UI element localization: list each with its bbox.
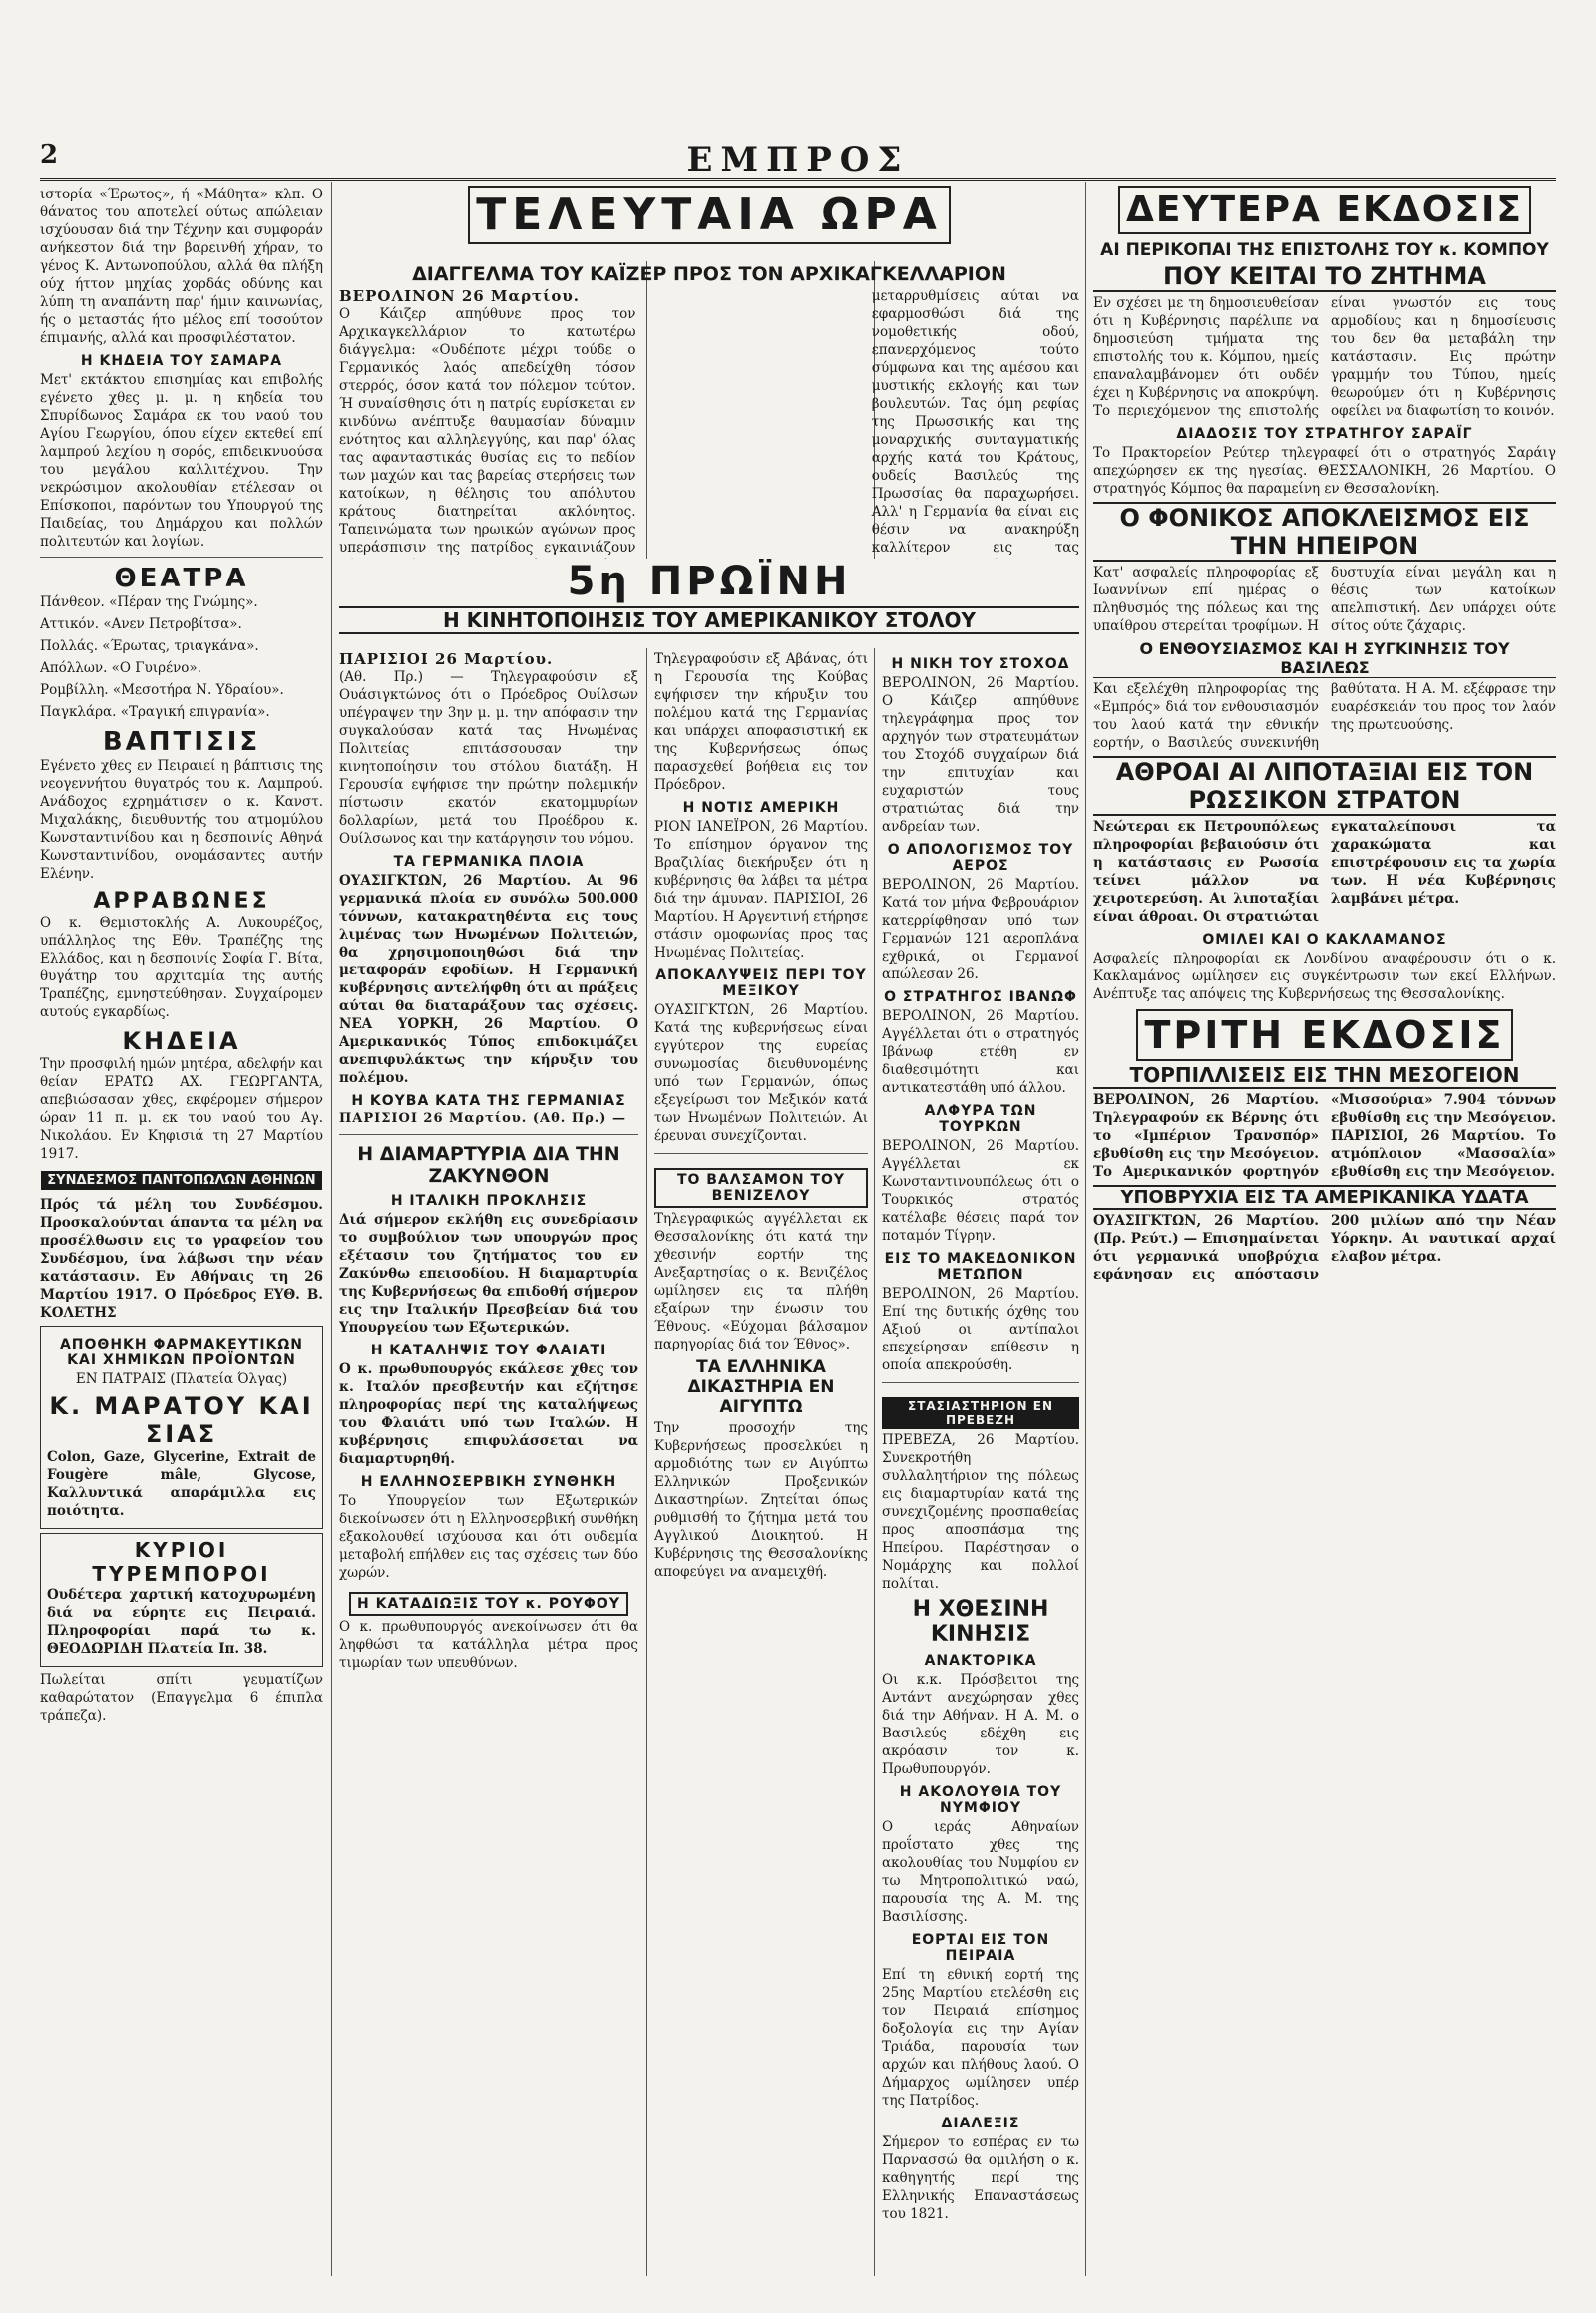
yesterday-text-2: Ο ιεράς Αθηναίων προΐστατο χθες της ακολουθίας του Νυμφίου εν τω Μητροπολιτικώ ναώ, παρουσία της Α. Μ. της Βασιλίσσης. bbox=[882, 1819, 1079, 1925]
mobilization-text: (Αθ. Πρ.) — Τηλεγραφούσιν εξ Ουάσιγκτώνος ότι ο Πρόεδρος Ουίλσων υπέγραψεν την 3ην μ. μ. την απόφασιν την συγκαλούσαν κατά τας Ηνωμένας Πολιτείας επιτάσσουσαν την κινητοποίησιν του στόλου διατάξη. Η Γερουσία εψήφισε την πρώτην πολεμικήν πίστωσιν εκατόν εκατομμυρίων δολλαρίων, μετά του Προέδρου κ. Ουίλσωνος και την κατάργησιν του νόμου. bbox=[339, 669, 638, 847]
theatre-list bbox=[40, 593, 323, 721]
paper-name: ΕΜΠΡΟΣ bbox=[686, 140, 910, 180]
decree-text: Ο Κάιζερ απηύθυνε προς τον Αρχικαγκελλάριον το κατωτέρω διάγγελμα: «Ουδέποτε μέχρι τούδε ο Γερμανικός λαός απεδείχθη τόσον στερρός, όσον κατά τον πόλεμον τούτον. Ή συναίσθησις ότι η πατρίς ευρίσκεται εν κινδύνω ανέπτυξε θαυμασίαν δύναμιν ενότητος και αλληλεγγύης, και παρ' όλας τας αφανταστικάς θυσίας εις το πεδίον των μαχών και τας βαρείας στερήσεις των κατοίκων, η θέλησις του απόλυτου κράτους διατηρείται ακλόνητος. Ταπεινώματα των ηρωικών αγώνων προς υπεράσπισιν της πατρίδος εγκαινιάζουν bbox=[339, 306, 636, 556]
right-column bbox=[1093, 186, 1556, 2280]
ships-heading: ΤΑ ΓΕΡΜΑΝΙΚΑ ΠΛΟΙΑ bbox=[393, 854, 585, 870]
theatre-item: Απόλλων. «Ο Γυιρένο». bbox=[40, 660, 201, 676]
cuba-text: Τηλεγραφούσιν εξ Αβάνας, ότι η Γερουσία της Κούβας εψήφισεν την κήρυξιν του πολέμου κατά της Γερμανίας και υπάρχει αποφασιστική εκ της Κυβερνήσεως όπως παρασχεθεί βοήθεια εις τον Πρόεδρον. bbox=[654, 651, 868, 793]
morning-banner bbox=[339, 559, 1079, 648]
funeral-heading: Η ΚΗΔΕΙΑ ΤΟΥ ΣΑΜΑΡΑ bbox=[80, 353, 283, 369]
cuba-heading: Η ΚΟΥΒΑ ΚΑΤΑ ΤΗΣ ΓΕΡΜΑΝΙΑΣ bbox=[351, 1093, 626, 1109]
baptism-heading: ΒΑΠΤΙΣΙΣ bbox=[102, 727, 261, 757]
baptism-text: Εγένετο χθες εν Πειραιεί η βάπτισις της νεογεννήτου θυγατρός του κ. Λαμπρού. Ανάδοχος εχρημάτισεν ο κ. Κανστ. Μιχαλάκης, διευθυντής του ατμομύλου Κωνσταντινίδου και η δεσποινίς Αθηνά Κωνσταντινίδου, ονομάσαντες αυτήν Ελένην. bbox=[40, 758, 323, 882]
air-text: ΒΕΡΟΛΙΝΟΝ, 26 Μαρτίου. Κατά τον μήνα Φεβρουάριον κατερρίφθησαν υπό των Γερμανών 121 αεροπλάνα εχθρικά, οι Γερμανοί απώλεσαν 26. bbox=[882, 877, 1079, 982]
zakynthos-text: Διά σήμερον εκλήθη εις συνεδρίασιν το συμβούλιον των υπουργών προς εξέτασιν του ζητήματος του εν Ζακύνθω επεισοδίου. Η διαμαρτυρία της Κυβερνήσεως θα επιδοθή σήμερον εις την Ιταλικήν Πρεσβείαν διά του Υπουργείου των Εξωτερικών. bbox=[339, 1212, 638, 1336]
yesterday-sub-3: ΕΟΡΤΑΙ ΕΙΣ ΤΟΝ ΠΕΙΡΑΙΑ bbox=[911, 1932, 1050, 1964]
obituary-text: ιστορία «Έρωτος», ή «Μάθητα» κλπ. Ο θάνατος του αποτελεί ούτως απώλειαν ισχύουσαν διά την Τέχνην και συμφοράν ανήκεστον διά την βαρεινθή χήραν, το γένος Κ. Αντωνοπούλου, αλλά θα πλήξη ούχ ήττον μηχίας χορδάς οδύνης και λύπη τη αναπάντη παρ' ήμιν καινωνίας, ής ο μεταστάς ήτο μέλος επί τοσούτον έπιμανής, αλλά και προσφιλέστατον. bbox=[40, 187, 323, 346]
letter-text: Εν σχέσει με τη δημοσιευθείσαν ότι η Κυβέρνησις παρέλιπε να δημοσιεύση τμήματα της επιστολής του κ. Κόμπου, ημείς επαναλαμβάνομεν ότι ουδέν έχει η Κυβέρνησις να αποκρύψη. Το περιεχόμενον της επιστολής είναι γνωστόν εις τους αρμοδίους και η δημοσίευσις του δεν θα μεταβάλη την κατάστασιν. Εις πρώτην γραμμήν του Τύπου, ημείς θεωρούμεν ότι η Κυβέρνησις οφείλει να διαφωτίση το κοινόν. bbox=[1093, 295, 1556, 419]
rufos-text: Ο κ. πρωθυπουργός ανεκοίνωσεν ότι θα ληφθώσι τα κατάλληλα μέτρα προς τιμωρίαν των υπευθύνων. bbox=[339, 1619, 638, 1671]
divider bbox=[882, 1382, 1079, 1383]
column-rule bbox=[331, 182, 332, 2276]
letter-subheading: ΠΟΥ ΚΕΙΤΑΙ ΤΟ ΖΗΤΗΜΑ bbox=[1093, 262, 1556, 292]
notice-text: Πωλείται σπίτι γευματίζων καθαρώτατον (Επαγγελμα 6 έπιπλα τράπεζα). bbox=[40, 1672, 323, 1724]
funeral-text: Μετ' εκτάκτου επισημίας και επιβολής εγένετο χθες μ. μ. η κηδεία του Σπυρίδωνος Σαμάρα εκ του ναού του Αγίου Γεωργίου, όπου είχεν εκτεθεί επί λαμπρού λεχίου η σορός, επιδεικνυούσα του μεγάλου καλλιτέχνου. Την νεκρώσιμον ακολουθίαν ετέλεσαν οι Επίσκοποι, παρόντων του Υπουργού της Παιδείας, του Δημάρχου και πολλών πολιτευτών και λογίων. bbox=[40, 372, 323, 550]
pharmacy-name: Κ. ΜΑΡΑΤΟΥ ΚΑΙ ΣΙΑΣ bbox=[49, 1392, 314, 1448]
yesterday-text-3: Επί τη εθνική εορτή της 25ης Μαρτίου ετελέσθη εις τον Πειραιά επίσημος δοξολογία εις την Αγίαν Τριάδα, παρουσία των αρχών και πλήθους λαού. Ο Δήμαρχος ωμίλησεν υπέρ της Πατρίδος. bbox=[882, 1967, 1079, 2109]
deaths-heading: ΚΗΔΕΙΑ bbox=[122, 1027, 241, 1055]
venizelos-heading: ΤΟ ΒΑΛΣΑΜΟΝ ΤΟΥ ΒΕΝΙΖΕΛΟΥ bbox=[654, 1168, 868, 1208]
desertion-text: Νεώτεραι εκ Πετρουπόλεως πληροφορίαι βεβαιούσιν ότι η κατάστασις εν Ρωσσία τείνει μάλλον να χειροτερεύση. Αι λιποταξίαι είναι άθροαι. Οι στρατιώται εγκαταλείπουσι τα χαρακώματα και επιστρέφουσιν εις τα χωρία των. Η νέα Κυβέρνησις λαμβάνει μέτρα. bbox=[1093, 819, 1556, 925]
cheese-text: Ουδέτερα χαρτική κατοχυρωμένη διά να εύρητε εις Πειραιά. Πληροφορίαι παρά τω κ. ΘΕΟΔΩΡΙΔΗ Πλατεία Ιπ. 38. bbox=[47, 1587, 316, 1657]
decree-dateline: ΒΕΡΟΛΙΝΟΝ 26 Μαρτίου. bbox=[339, 287, 581, 305]
serbian-treaty-text: Το Υπουργείον των Εξωτερικών διεκοίνωσεν ότι η Ελληνοσερβική συνθήκη εξακολουθεί ισχύουσα και ότι ουδεμία μεταβολή επήλθεν εις τας σχέσεις των δύο χωρών. bbox=[339, 1493, 638, 1581]
torpedo-heading: ΤΟΡΠΙΛΛΙΣΕΙΣ ΕΙΣ ΤΗΝ ΜΕΣΟΓΕΙΟΝ bbox=[1093, 1063, 1556, 1089]
yesterday-sub-4: ΔΙΑΛΕΞΙΣ bbox=[941, 2116, 1020, 2131]
decree-heading: ΔΙΑΓΓΕΛΜΑ ΤΟΥ ΚΑΪΖΕΡ ΠΡΟΣ ΤΟΝ ΑΡΧΙΚΑΓΚΕΛΛΑΡΙΟΝ bbox=[412, 263, 1006, 285]
theatre-item: Πολλάς. «Έρωτας, τριαγκάνα». bbox=[40, 638, 259, 654]
blockade-text: Κατ' ασφαλείς πληροφορίας εξ Ιωαννίνων επί ημέρας ο πληθυσμός της πόλεως και της υπαίθρου στερείται τροφίμων. Η δυστυχία είναι μεγάλη και η θέσις των κατοίκων απελπιστική. Δεν υπάρχει ούτε σίτος ούτε ζάχαρις. bbox=[1093, 565, 1556, 634]
engagement-heading: ΑΡΡΑΒΩΝΕΣ bbox=[93, 889, 270, 914]
kaklamanos-text: Ασφαλείς πληροφορίαι εκ Λονδίνου αναφέρουσιν ότι ο κ. Κακλαμάνος ωμίλησεν εις συγκέντρωσιν των εκεί Ελλήνων. Ανέπτυξε τας απόψεις της Κυβερνήσεως της Θεσσαλονίκης. bbox=[1093, 951, 1556, 1002]
zakynthos-subheading: Η ΙΤΑΛΙΚΗ ΠΡΟΚΛΗΣΙΣ bbox=[390, 1193, 588, 1209]
turks-text: ΒΕΡΟΛΙΝΟΝ, 26 Μαρτίου. Αγγέλλεται εκ Κωνσταντινουπόλεως ότι ο Τουρκικός στρατός κατέλαβε θέσεις παρά τον ποταμόν Τίγρην. bbox=[882, 1138, 1079, 1244]
letter-heading: ΑΙ ΠΕΡΙΚΟΠΑΙ ΤΗΣ ΕΠΙΣΤΟΛΗΣ ΤΟΥ κ. ΚΟΜΠΟΥ bbox=[1100, 240, 1549, 260]
pharmacy-text: Colon, Gaze, Glycerine, Extrait de Fougère mâle, Glycose, Καλλυντικά απαράμιλλα εις ποιότητα. bbox=[47, 1449, 316, 1519]
yesterday-heading: Η ΧΘΕΣΙΝΗ ΚΙΝΗΣΙΣ bbox=[912, 1597, 1049, 1647]
preveza-heading: ΣΤΑΣΙΑΣΤΗΡΙΟΝ ΕΝ ΠΡΕΒΕΖΗ bbox=[882, 1397, 1079, 1429]
cuba-dateline: ΠΑΡΙΣΙΟΙ 26 Μαρτίου. (Αθ. Πρ.) — bbox=[339, 1111, 626, 1126]
submarine-text: ΟΥΑΣΙΓΚΤΩΝ, 26 Μαρτίου. (Πρ. Ρεύτ.) — Επισημαίνεται ότι γερμανικά υποβρύχια εφάνησαν εις απόστασιν 200 μιλίων από την Νέαν Υόρκην. Αι ναυτικαί αρχαί ελαβον μέτρα. bbox=[1093, 1213, 1556, 1283]
yesterday-sub-2: Η ΑΚΟΛΟΥΘΙΑ ΤΟΥ ΝΥΜΦΙΟΥ bbox=[899, 1784, 1062, 1816]
zakynthos-heading: Η ΔΙΑΜΑΡΤΥΡΙΑ ΔΙΑ ΤΗΝ ΖΑΚΥΝΘΟΝ bbox=[357, 1143, 620, 1187]
flaiati-heading: Η ΚΑΤΑΛΗΨΙΣ ΤΟΥ ΦΛΑΙΑΤΙ bbox=[370, 1343, 607, 1358]
blockade-heading: Ο ΦΟΝΙΚΟΣ ΑΠΟΚΛΕΙΣΜΟΣ ΕΙΣ ΤΗΝ ΗΠΕΙΡΟΝ bbox=[1093, 502, 1556, 562]
yesterday-text-4: Σήμερον το εσπέρας εν τω Παρνασσώ θα ομιλήση ο κ. καθηγητής περί της Ελληνικής Επαναστάσεως του 1821. bbox=[882, 2134, 1079, 2222]
ivanov-heading: Ο ΣΤΡΑΤΗΓΟΣ ΙΒΑΝΩΦ bbox=[884, 989, 1077, 1005]
cheese-heading: ΚΥΡΙΟΙ ΤΥΡΕΜΠΟΡΟΙ bbox=[92, 1538, 271, 1586]
turks-heading: ΑΛΦΥΡΑ ΤΩΝ ΤΟΥΡΚΩΝ bbox=[924, 1103, 1037, 1135]
yesterday-text-1: Οι κ.κ. Πρόσβειτοι της Αντάντ ανεχώρησαν χθες διά την Αθήναν. Η Α. Μ. ο Βασιλεύς εδέχθη εις ακρόασιν τον κ. Πρωθυπουργόν. bbox=[882, 1672, 1079, 1777]
army-text: Το Πρακτορείον Ρεύτερ τηλεγραφεί ότι ο στρατηγός Σαράιγ απεχώρησεν εκ της ηγεσίας. ΘΕΣΣΑΛΟΝΙΚΗ, 26 Μαρτίου. Ο στρατηγός Κόμπος θα παραμείνη εν Θεσσαλονίκη. bbox=[1093, 445, 1556, 497]
air-heading: Ο ΑΠΟΛΟΓΙΣΜΟΣ ΤΟΥ ΑΕΡΟΣ bbox=[887, 842, 1074, 874]
flaiati-text: Ο κ. πρωθυπουργός εκάλεσε χθες τον κ. Ιταλόν πρεσβευτήν και εζήτησε πληροφορίας περί της καταλήψεως του Φλαιάτι υπό των Ιταλών. Η κυβέρνησις επιφυλάσσεται να διαμαρτυρηθή. bbox=[339, 1361, 638, 1467]
ships-text: ΟΥΑΣΙΓΚΤΩΝ, 26 Μαρτίου. Αι 96 γερμανικά πλοία εν συνόλω 500.000 τόννων, κατακρατηθέντα εις τους λιμένας των Ηνωμένων Πολιτειών, θα χρησιμοποιηθώσι διά την μεταφοράν εφοδίων. Η Γερμανική κυβέρνησις αντελήφθη ότι αι πράξεις αύται θα διαταράξουν τας σχέσεις. ΝΕΑ ΥΟΡΚΗ, 26 Μαρτίου. Ο Αμερικανικός Τύπος επιδοκιμάζει ανεπιφυλάκτως την κήρυξιν του πολέμου. bbox=[339, 873, 638, 1086]
center-column-c bbox=[882, 650, 1079, 2276]
egypt-courts-heading: ΤΑ ΕΛΛΗΝΙΚΑ ΔΙΚΑΣΤΗΡΙΑ ΕΝ ΑΙΓΥΠΤΩ bbox=[687, 1357, 835, 1417]
page-number: 2 bbox=[40, 140, 59, 170]
divider bbox=[339, 1134, 638, 1135]
theatre-item: Παγκλάρα. «Τραγική επιγρανία». bbox=[40, 704, 270, 720]
last-hour-banner bbox=[339, 186, 1079, 261]
column-rule bbox=[1085, 182, 1086, 2276]
egypt-courts-text: Την προσοχήν της Κυβερνήσεως προσελκύει η αρμοδιότης των εν Αιγύπτω Ελληνικών Προξενικών Δικαστηρίων. Ζητείται όπως ρυθμισθή το ζήτημα μετά του Αγγλικού Διοικητού. Η Κυβέρνησις της Θεσσαλονίκης αποφεύγει να αναμειχθή. bbox=[654, 1420, 868, 1580]
divider bbox=[654, 1153, 868, 1154]
pharmacy-ad bbox=[40, 1326, 323, 1529]
cheese-ad bbox=[40, 1533, 323, 1667]
submarine-heading: ΥΠΟΒΡΥΧΙΑ ΕΙΣ ΤΑ ΑΜΕΡΙΚΑΝΙΚΑ ΥΔΑΤΑ bbox=[1093, 1185, 1556, 1210]
macedonia-heading: ΕΙΣ ΤΟ ΜΑΚΕΔΟΝΙΚΟΝ ΜΕΤΩΠΟΝ bbox=[884, 1251, 1077, 1283]
ivanov-text: ΒΕΡΟΛΙΝΟΝ, 26 Μαρτίου. Αγγέλλεται ότι ο στρατηγός Ιβάνωφ ετέθη εν διαθεσιμότητι και αντικατεστάθη υπό άλλου. bbox=[882, 1008, 1079, 1096]
desertion-heading: ΑΘΡΟΑΙ ΑΙ ΛΙΠΟΤΑΞΙΑΙ ΕΙΣ ΤΟΝ ΡΩΣΣΙΚΟΝ ΣΤΡΑΤΟΝ bbox=[1093, 756, 1556, 816]
pharmacy-heading: ΑΠΟΘΗΚΗ ΦΑΡΜΑΚΕΥΤΙΚΩΝ ΚΑΙ ΧΗΜΙΚΩΝ ΠΡΟΪΟΝΤΩΝ bbox=[59, 1337, 304, 1368]
decree-text-continued: μεταρρυθμίσεις αύται να εφαρμοσθώσι διά της νομοθετικής οδού, επανερχόμενος τούτο σύμφωνα και της αμέσου και μυστικής εκλογής και των βουλευτών. Τας όμη ρεφίας της Πρωσσικής και της μοναρχικής συνταγματικής αρχής κατά του Κράτους, ουδείς Βασιλεύς της Πρωσσίας θα παραχωρήσει. Αλλ' η Γερμανία θα είναι εις θέσιν να ανακηρύξη καλλίτερον εις τας bbox=[871, 288, 1079, 556]
king-text: Και εξελέχθη πληροφορίας της «Εμπρός» διά τον ενθουσιασμόν του λαού κατά την εθνικήν εορτήν, ο Βασιλεύς συνεκινήθη βαθύτατα. Η Α. Μ. εξέφρασε την ευαρέσκειάν του προς τον λαόν της πρωτευούσης. bbox=[1093, 681, 1556, 751]
south-america-text: ΡΙΟΝ ΙΑΝΕΪΡΟΝ, 26 Μαρτίου. Το επίσημον όργανον της Βραζιλίας διεκήρυξεν ότι η κυβέρνησις θα λάβει τα μέτρα διά την άμυναν. ΠΑΡΙΣΙΟΙ, 26 Μαρτίου. Η Αργεντινή ετήρησε στάσιν ομοφωνίας προς τας Ηνωμένας Πολιτείας. bbox=[654, 819, 868, 961]
divider bbox=[40, 557, 323, 558]
theatre-item: Πάνθεον. «Πέραν της Γνώμης». bbox=[40, 594, 258, 610]
masthead bbox=[40, 140, 1556, 181]
theatre-heading: ΘΕΑΤΡΑ bbox=[114, 564, 249, 593]
third-edition-heading: ΤΡΙΤΗ ΕΚΔΟΣΙΣ bbox=[1136, 1009, 1512, 1061]
south-america-heading: Η ΝΟΤΙΣ ΑΜΕΡΙΚΗ bbox=[682, 800, 840, 816]
victory-text: ΒΕΡΟΛΙΝΟΝ, 26 Μαρτίου. Ο Κάιζερ απηύθυνε τηλεγράφημα προς τον αρχηγόν των στρατευμάτων του Στοχόδ συγχαίρων διά την επιτυχίαν και ευχαριστών τους στρατιώτας διά την ανδρείαν των. bbox=[882, 675, 1079, 835]
society-text: Πρός τά μέλη του Συνδέσμου. Προσκαλούνται άπαντα τα μέλη να προσέλθωσιν εις το γραφείον του Συνδέσμου, ίνα λάβωσι την νέαν κατάστασιν. Εν Αθήναις τη 26 Μαρτίου 1917. Ο Πρόεδρος ΕΥΘ. Β. ΚΟΛΕΤΗΣ bbox=[40, 1197, 323, 1321]
preveza-text: ΠΡΕΒΕΖΑ, 26 Μαρτίου. Συνεκροτήθη συλλαλητήριον της πόλεως εις διαμαρτυρίαν κατά της συνεχιζομένης προσπαθείας προς αποσπάσμα της Ηπείρου. Παρέστησαν ο Νομάρχης και πολλοί πολίται. bbox=[882, 1432, 1079, 1592]
king-heading: Ο ΕΝΘΟΥΣΙΑΣΜΟΣ ΚΑΙ Η ΣΥΓΚΙΝΗΣΙΣ ΤΟΥ ΒΑΣΙΛΕΩΣ bbox=[1093, 639, 1556, 678]
mobilization-heading: Η ΚΙΝΗΤΟΠΟΙΗΣΙΣ ΤΟΥ ΑΜΕΡΙΚΑΝΙΚΟΥ ΣΤΟΛΟΥ bbox=[339, 606, 1079, 634]
second-edition-heading: ΔΕΥΤΕΡΑ ΕΚΔΟΣΙΣ bbox=[1118, 186, 1531, 234]
torpedo-text: ΒΕΡΟΛΙΝΟΝ, 26 Μαρτίου. Τηλεγραφούν εκ Βέρνης ότι το «Ιμπέριον Τρανσπόρ» εβυθίσθη εις την Μεσόγειον. Το Αμερικανικόν φορτηγόν «Μισσούρια» 7.904 τόννων εβυθίσθη εις την Μεσόγειον. ΠΑΡΙΣΙΟΙ, 26 Μαρτίου. Το ατμόπλοιον «Μασσαλία» εβυθίσθη εις την Μεσόγειον. bbox=[1093, 1092, 1556, 1180]
left-column bbox=[40, 186, 323, 2280]
army-heading: ΔΙΑΔΟΣΙΣ ΤΟΥ ΣΤΡΑΤΗΓΟΥ ΣΑΡΑΪΓ bbox=[1176, 426, 1473, 442]
engagement-text: Ο κ. Θεμιστοκλής Α. Λυκουρέζος, υπάλληλος της Εθν. Τραπέζης της Ελλάδος, και η δεσποινίς Σοφία Γ. Βίτα, θυγάτηρ του αρχιταμία της αυτής Τραπέζης, εμνηστεύθησαν. Συγχαίρομεν αυτούς εγκαρδίως. bbox=[40, 915, 323, 1020]
serbian-treaty-heading: Η ΕΛΛΗΝΟΣΕΡΒΙΚΗ ΣΥΝΘΗΚΗ bbox=[360, 1474, 617, 1490]
rufos-heading: Η ΚΑΤΑΔΙΩΞΙΣ ΤΟΥ κ. ΡΟΥΦΟΥ bbox=[349, 1592, 628, 1616]
macedonia-text: ΒΕΡΟΛΙΝΟΝ, 26 Μαρτίου. Επί της δυτικής όχθης του Αξιού οι αντίπαλοι επεχείρησαν επίθεσιν η οποία απεκρούσθη. bbox=[882, 1286, 1079, 1373]
society-heading: ΣΥΝΔΕΣΜΟΣ ΠΑΝΤΟΠΩΛΩΝ ΑΘΗΝΩΝ bbox=[41, 1171, 321, 1190]
victory-heading: Η ΝΙΚΗ ΤΟΥ ΣΤΟΧΟΔ bbox=[891, 656, 1070, 672]
kaklamanos-heading: ΟΜΙΛΕΙ ΚΑΙ Ο ΚΑΚΛΑΜΑΝΟΣ bbox=[1202, 932, 1447, 948]
pharmacy-subheading: ΕΝ ΠΑΤΡΑΙΣ (Πλατεία Όλγας) bbox=[75, 1371, 288, 1387]
mobilization-dateline: ΠΑΡΙΣΙΟΙ 26 Μαρτίου. bbox=[339, 650, 554, 668]
theatre-item: Ρομβίλλη. «Μεσοτήρα Ν. Υδραίου». bbox=[40, 682, 284, 698]
theatre-item: Αττικόν. «Ανεν Πετροβίτσα». bbox=[40, 616, 242, 632]
center-column-a bbox=[339, 650, 638, 2276]
deaths-text: Την προσφιλή ημών μητέρα, αδελφήν και θείαν ΕΡΑΤΩ ΑΧ. ΓΕΩΡΓΑΝΤΑ, απεβιώσασαν χθες, εκφέρομεν σήμερον ώραν 11 π. μ. εκ του ναού του Αγ. Νικολάου. Εν Κηφισιά τη 27 Μαρτίου 1917. bbox=[40, 1056, 323, 1162]
morning-heading: 5η ΠΡΩΪΝΗ bbox=[567, 559, 852, 604]
yesterday-sub-1: ΑΝΑΚΤΟΡΙΚΑ bbox=[924, 1653, 1037, 1669]
center-column-b bbox=[654, 650, 868, 2276]
mexico-text: ΟΥΑΣΙΓΚΤΩΝ, 26 Μαρτίου. Κατά της κυβερνήσεως είναι εγγύτερον της ευρείας συνωμοσίας διευθυνομένης υπό των Γερμανών, όπως εξεγείρωσι τον Μεξικόν κατά των Ηνωμένων Πολιτειών. Αι έρευναι συνεχίζονται. bbox=[654, 1002, 868, 1144]
mexico-heading: ΑΠΟΚΑΛΥΨΕΙΣ ΠΕΡΙ ΤΟΥ ΜΕΞΙΚΟΥ bbox=[655, 967, 867, 999]
last-hour-heading: ΤΕΛΕΥΤΑΙΑ ΩΡΑ bbox=[468, 186, 951, 244]
venizelos-text: Τηλεγραφικώς αγγέλλεται εκ Θεσσαλονίκης ότι κατά την χθεσινήν εορτήν της Ανεξαρτησίας ο κ. Βενιζέλος ωμίλησεν εις τα πλήθη εξαίρων την ένωσιν του Έθνους. «Εύχομαι βάλσαμον παρηγορίας διά τον Έθνος». bbox=[654, 1211, 868, 1352]
